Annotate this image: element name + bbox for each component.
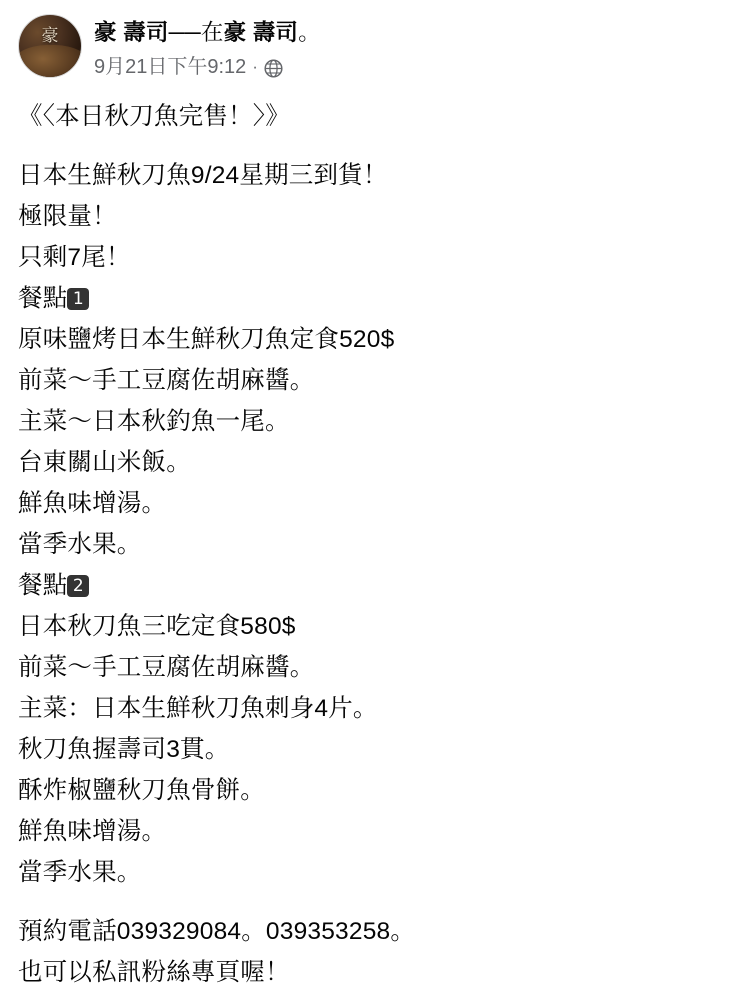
name-dash: ── (168, 20, 201, 45)
post-line: 秋刀魚握壽司3貫。 (18, 736, 230, 763)
post-line: 鮮魚味增湯。 (18, 818, 167, 845)
author-line (94, 18, 321, 48)
menu-2-label: 餐點 (18, 572, 68, 599)
avatar-glyph: 豪 (41, 26, 59, 46)
post-body (18, 96, 736, 993)
post-header (18, 14, 736, 80)
post-line: 主菜：日本生鮮秋刀魚刺身4片。 (18, 695, 378, 722)
post-line: 原味鹽烤日本生鮮秋刀魚定食520$ (18, 326, 395, 353)
post-line: 《〈本日秋刀魚完售！〉》 (18, 103, 290, 130)
post-meta (94, 54, 321, 80)
post-line: 只剩7尾！ (18, 244, 131, 271)
context-prefix: 在 (200, 20, 224, 45)
meta-separator: · (252, 57, 258, 76)
post-line: 前菜～手工豆腐佐胡麻醬。 (18, 367, 315, 394)
globe-icon[interactable] (264, 59, 283, 78)
post-line-menu-2 (18, 565, 736, 606)
post-line: 前菜～手工豆腐佐胡麻醬。 (18, 654, 315, 681)
post-line: 主菜～日本秋釣魚一尾。 (18, 408, 290, 435)
post-line-blank (18, 893, 736, 911)
post-line: 酥炸椒鹽秋刀魚骨餅。 (18, 777, 265, 804)
post-line: 預約電話039329084。039353258。 (18, 918, 416, 945)
post-line: 鮮魚味增湯。 (18, 490, 167, 517)
avatar-texture (18, 45, 82, 78)
post-line: 當季水果。 (18, 531, 142, 558)
post-line: 日本生鮮秋刀魚9/24星期三到貨！ (18, 162, 388, 189)
post-line-blank (18, 137, 736, 155)
post-line: 也可以私訊粉絲專頁喔！ (18, 959, 290, 986)
post-line: 極限量！ (18, 203, 117, 230)
post-line: 日本秋刀魚三吃定食580$ (18, 613, 296, 640)
menu-1-label: 餐點 (18, 285, 68, 312)
post-line: 當季水果。 (18, 859, 142, 886)
author-name[interactable]: 豪 壽司 (94, 20, 169, 45)
author-line-trailing: 。 (298, 20, 321, 45)
keycap-one-icon: 1 (67, 288, 89, 310)
keycap-two-icon: 2 (67, 575, 89, 597)
avatar[interactable] (18, 14, 82, 78)
post-timestamp[interactable]: 9月21日下午9:12 (94, 56, 247, 78)
post-line-menu-1 (18, 278, 736, 319)
post-header-text (94, 14, 321, 80)
post-line: 台東關山米飯。 (18, 449, 191, 476)
context-place[interactable]: 豪 壽司 (223, 20, 299, 45)
